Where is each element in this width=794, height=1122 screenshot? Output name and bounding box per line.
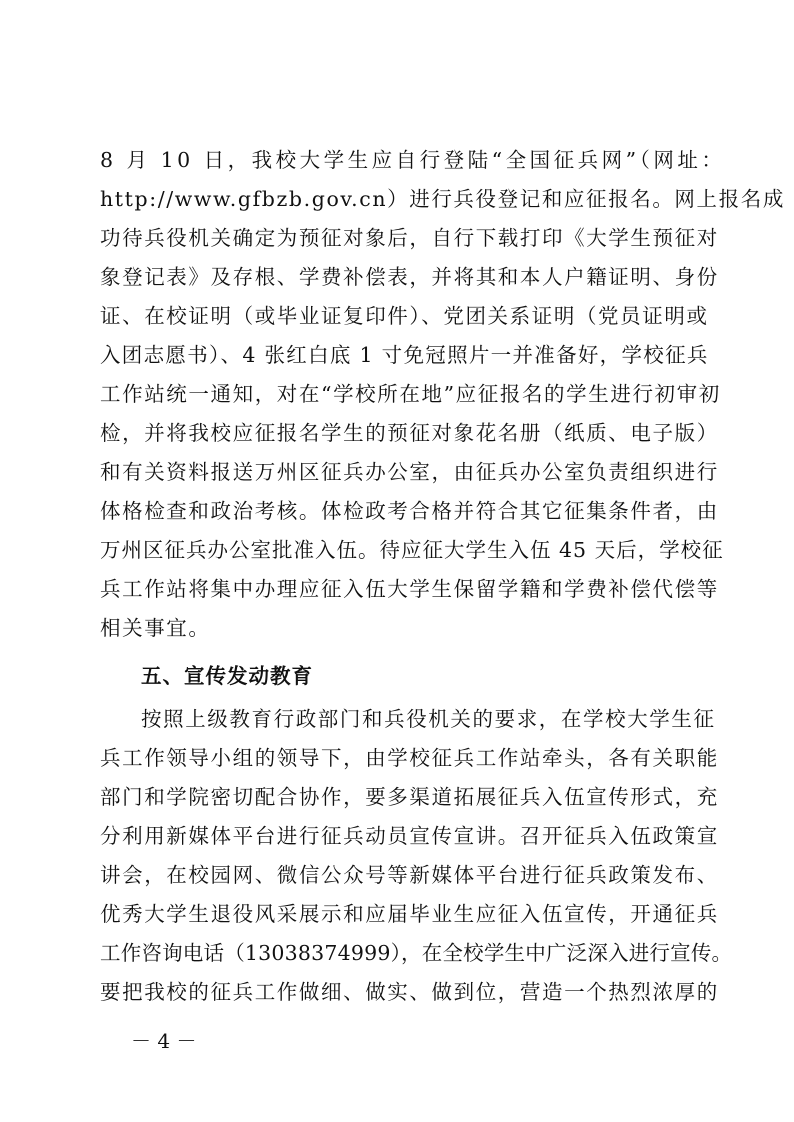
paragraph-line: 体格检查和政治考核。体检政考合格并符合其它征集条件者，由 — [100, 499, 719, 523]
paragraph-line: 工作咨询电话（13038374999），在全校学生中广泛深入进行宣传。 — [100, 941, 733, 965]
paragraph-line: 要把我校的征兵工作做细、做实、做到位，营造一个热烈浓厚的 — [100, 980, 719, 1004]
section-heading: 五、宣传发动教育 — [141, 664, 313, 688]
paragraph-line: 检，并将我校应征报名学生的预征对象花名册（纸质、电子版） — [100, 421, 719, 445]
paragraph-line: 兵工作领导小组的领导下，由学校征兵工作站牵头，各有关职能 — [100, 746, 719, 770]
paragraph-line: 按照上级教育行政部门和兵役机关的要求，在学校大学生征 — [141, 707, 716, 731]
paragraph-line: 相关事宜。 — [100, 616, 211, 640]
paragraph-line: http://www.gfbzb.gov.cn）进行兵役登记和应征报名。网上报名成 — [100, 187, 785, 211]
page-number: － 4 － — [131, 1029, 197, 1053]
paragraph-line: 讲会，在校园网、微信公众号等新媒体平台进行征兵政策发布、 — [100, 863, 719, 887]
paragraph-line: 兵工作站将集中办理应征入伍大学生保留学籍和学费补偿代偿等 — [100, 577, 719, 601]
paragraph-line: 功待兵役机关确定为预征对象后，自行下载打印《大学生预征对 — [100, 226, 719, 250]
paragraph-line: 入团志愿书）、4 张红白底 1 寸免冠照片一并准备好，学校征兵 — [100, 343, 709, 367]
paragraph-line: 分利用新媒体平台进行征兵动员宣传宣讲。召开征兵入伍政策宣 — [100, 824, 719, 848]
paragraph-line: 象登记表》及存根、学费补偿表，并将其和本人户籍证明、身份 — [100, 265, 719, 289]
paragraph-line: 证、在校证明（或毕业证复印件）、党团关系证明（党员证明或 — [100, 304, 709, 328]
paragraph-line: 工作站统一通知，对在“学校所在地”应征报名的学生进行初审初 — [100, 382, 721, 406]
paragraph-line: 部门和学院密切配合协作，要多渠道拓展征兵入伍宣传形式，充 — [100, 785, 719, 809]
paragraph-line: 优秀大学生退役风采展示和应届毕业生应征入伍宣传，开通征兵 — [100, 902, 719, 926]
paragraph-line: 和有关资料报送万州区征兵办公室，由征兵办公室负责组织进行 — [100, 460, 719, 484]
paragraph-line: 8 月 10 日，我校大学生应自行登陆“全国征兵网”（网址： — [100, 148, 726, 172]
paragraph-line: 万州区征兵办公室批准入伍。待应征大学生入伍 45 天后，学校征 — [100, 538, 724, 562]
